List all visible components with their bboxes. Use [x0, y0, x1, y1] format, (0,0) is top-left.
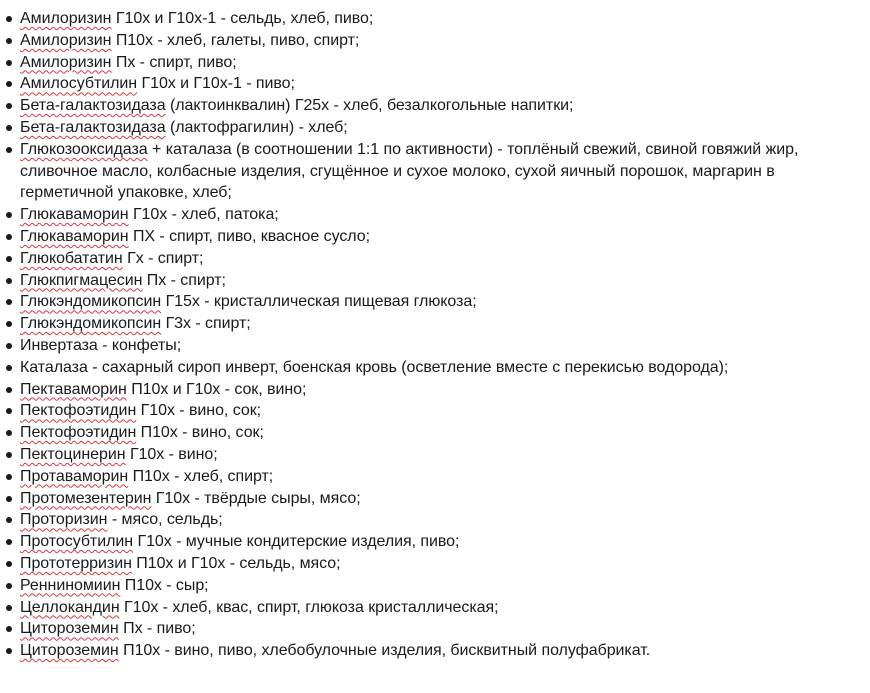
enzyme-name: Глюкпигмацесин — [20, 271, 143, 289]
enzyme-description: Г10х - мучные кондитерские изделия, пиво; — [133, 533, 460, 551]
list-item — [20, 95, 850, 117]
list-item — [20, 8, 850, 30]
enzyme-description: П10х - сыр; — [120, 576, 209, 594]
enzyme-name: Глюкозооксидаза — [20, 140, 148, 158]
enzyme-name: Цитороземин — [20, 642, 119, 660]
enzyme-description: (лактофрагилин) - хлеб; — [165, 118, 348, 136]
list-item — [20, 553, 850, 575]
enzyme-description: Г10х - вино, сок; — [136, 402, 262, 420]
enzyme-description: Г10х - хлеб, квас, спирт, глюкоза кристаллическая; — [119, 598, 499, 616]
enzyme-description: П10х - хлеб, галеты, пиво, спирт; — [111, 31, 360, 49]
enzyme-description: Пх - спирт, пиво; — [111, 53, 237, 71]
enzyme-name: Глюкэндомикопсин — [20, 293, 162, 311]
list-item — [20, 357, 850, 379]
enzyme-description: (лактоинквалин) Г25х - хлеб, безалкогольные напитки; — [165, 97, 574, 115]
list-item — [20, 52, 850, 74]
enzyme-name: Пектоцинерин — [20, 445, 126, 463]
enzyme-name: Ренниномиин — [20, 576, 121, 594]
list-item — [20, 248, 850, 270]
list-item — [20, 597, 850, 619]
list-item — [20, 117, 850, 139]
enzyme-description: Г3х - спирт; — [161, 315, 251, 333]
list-item — [20, 444, 850, 466]
enzyme-description: Г10х и Г10х-1 - сельдь, хлеб, пиво; — [111, 10, 374, 27]
enzyme-name: Пектофоэтидин — [20, 424, 137, 442]
list-item — [20, 509, 850, 531]
enzyme-name: Амилоризин — [20, 53, 112, 71]
list-item — [20, 618, 850, 640]
enzyme-description: Гх - спирт; — [122, 249, 204, 267]
enzyme-description: Г10х - твёрдые сыры, мясо; — [151, 489, 361, 507]
list-item — [20, 291, 850, 313]
enzyme-name: Бета-галактозидаза — [20, 97, 166, 115]
enzyme-description: Каталаза - сахарный сироп инверт, боенская кровь (осветление вместе с перекисью водорода); — [20, 358, 729, 376]
enzyme-name: Целлокандин — [20, 598, 120, 616]
enzyme-description: Пх - пиво; — [118, 620, 196, 638]
list-item — [20, 270, 850, 292]
enzyme-list — [0, 8, 850, 662]
enzyme-name: Пектаваморин — [20, 380, 127, 398]
enzyme-description: + каталаза (в соотношении 1:1 по активности) - топлёный свежий, свиной говяжий жир, сливочное масло, колбасные изделия, сгущённое и сухое молоко, сухой яичный порошок, маргарин в герметичной упаковке, хлеб; — [20, 140, 799, 202]
enzyme-name: Цитороземин — [20, 620, 119, 638]
list-item — [20, 640, 850, 662]
enzyme-description: П10х - хлеб, спирт; — [128, 467, 274, 485]
enzyme-description: Пх - спирт; — [142, 271, 226, 289]
enzyme-description: Г10х - вино; — [125, 445, 218, 463]
enzyme-description: ПХ - спирт, пиво, квасное сусло; — [128, 227, 371, 245]
list-item — [20, 204, 850, 226]
list-item — [20, 335, 850, 357]
list-item — [20, 30, 850, 52]
list-item — [20, 313, 850, 335]
list-item — [20, 422, 850, 444]
enzyme-description: П10х - вино, пиво, хлебобулочные изделия, бисквитный полуфабрикат. — [118, 642, 651, 660]
enzyme-description: Инвертаза - конфеты; — [20, 336, 182, 354]
enzyme-name: Амилоризин — [20, 31, 112, 49]
list-item — [20, 73, 850, 95]
enzyme-description: Г10х и Г10х-1 - пиво; — [137, 75, 295, 93]
enzyme-name: Глюкаваморин — [20, 206, 129, 224]
enzyme-name: Пектофоэтидин — [20, 402, 137, 420]
enzyme-name: Протаваморин — [20, 467, 129, 485]
enzyme-description: Г10х - хлеб, патока; — [128, 206, 279, 224]
list-item — [20, 575, 850, 597]
list-item — [20, 226, 850, 248]
enzyme-description: П10х - вино, сок; — [136, 424, 264, 442]
list-item — [20, 531, 850, 553]
enzyme-name: Глюкаваморин — [20, 227, 129, 245]
list-item — [20, 488, 850, 510]
enzyme-description: П10х и Г10х - сельдь, мясо; — [131, 554, 341, 572]
enzyme-name: Прототерризин — [20, 554, 132, 572]
enzyme-name: Протосубтилин — [20, 533, 134, 551]
list-item — [20, 466, 850, 488]
enzyme-name: Глюкобататин — [20, 249, 123, 267]
enzyme-description: - мясо, сельдь; — [107, 511, 223, 529]
list-item — [20, 400, 850, 422]
enzyme-name: Амилоризин — [20, 10, 112, 27]
enzyme-name: Глюкэндомикопсин — [20, 315, 162, 333]
enzyme-name: Бета-галактозидаза — [20, 118, 166, 136]
enzyme-description: П10х и Г10х - сок, вино; — [126, 380, 307, 398]
enzyme-description: Г15х - кристаллическая пищевая глюкоза; — [161, 293, 477, 311]
list-item — [20, 379, 850, 401]
enzyme-name: Проторизин — [20, 511, 108, 529]
enzyme-name: Амилосубтилин — [20, 75, 138, 93]
enzyme-name: Протомезентерин — [20, 489, 152, 507]
list-item — [20, 139, 850, 204]
